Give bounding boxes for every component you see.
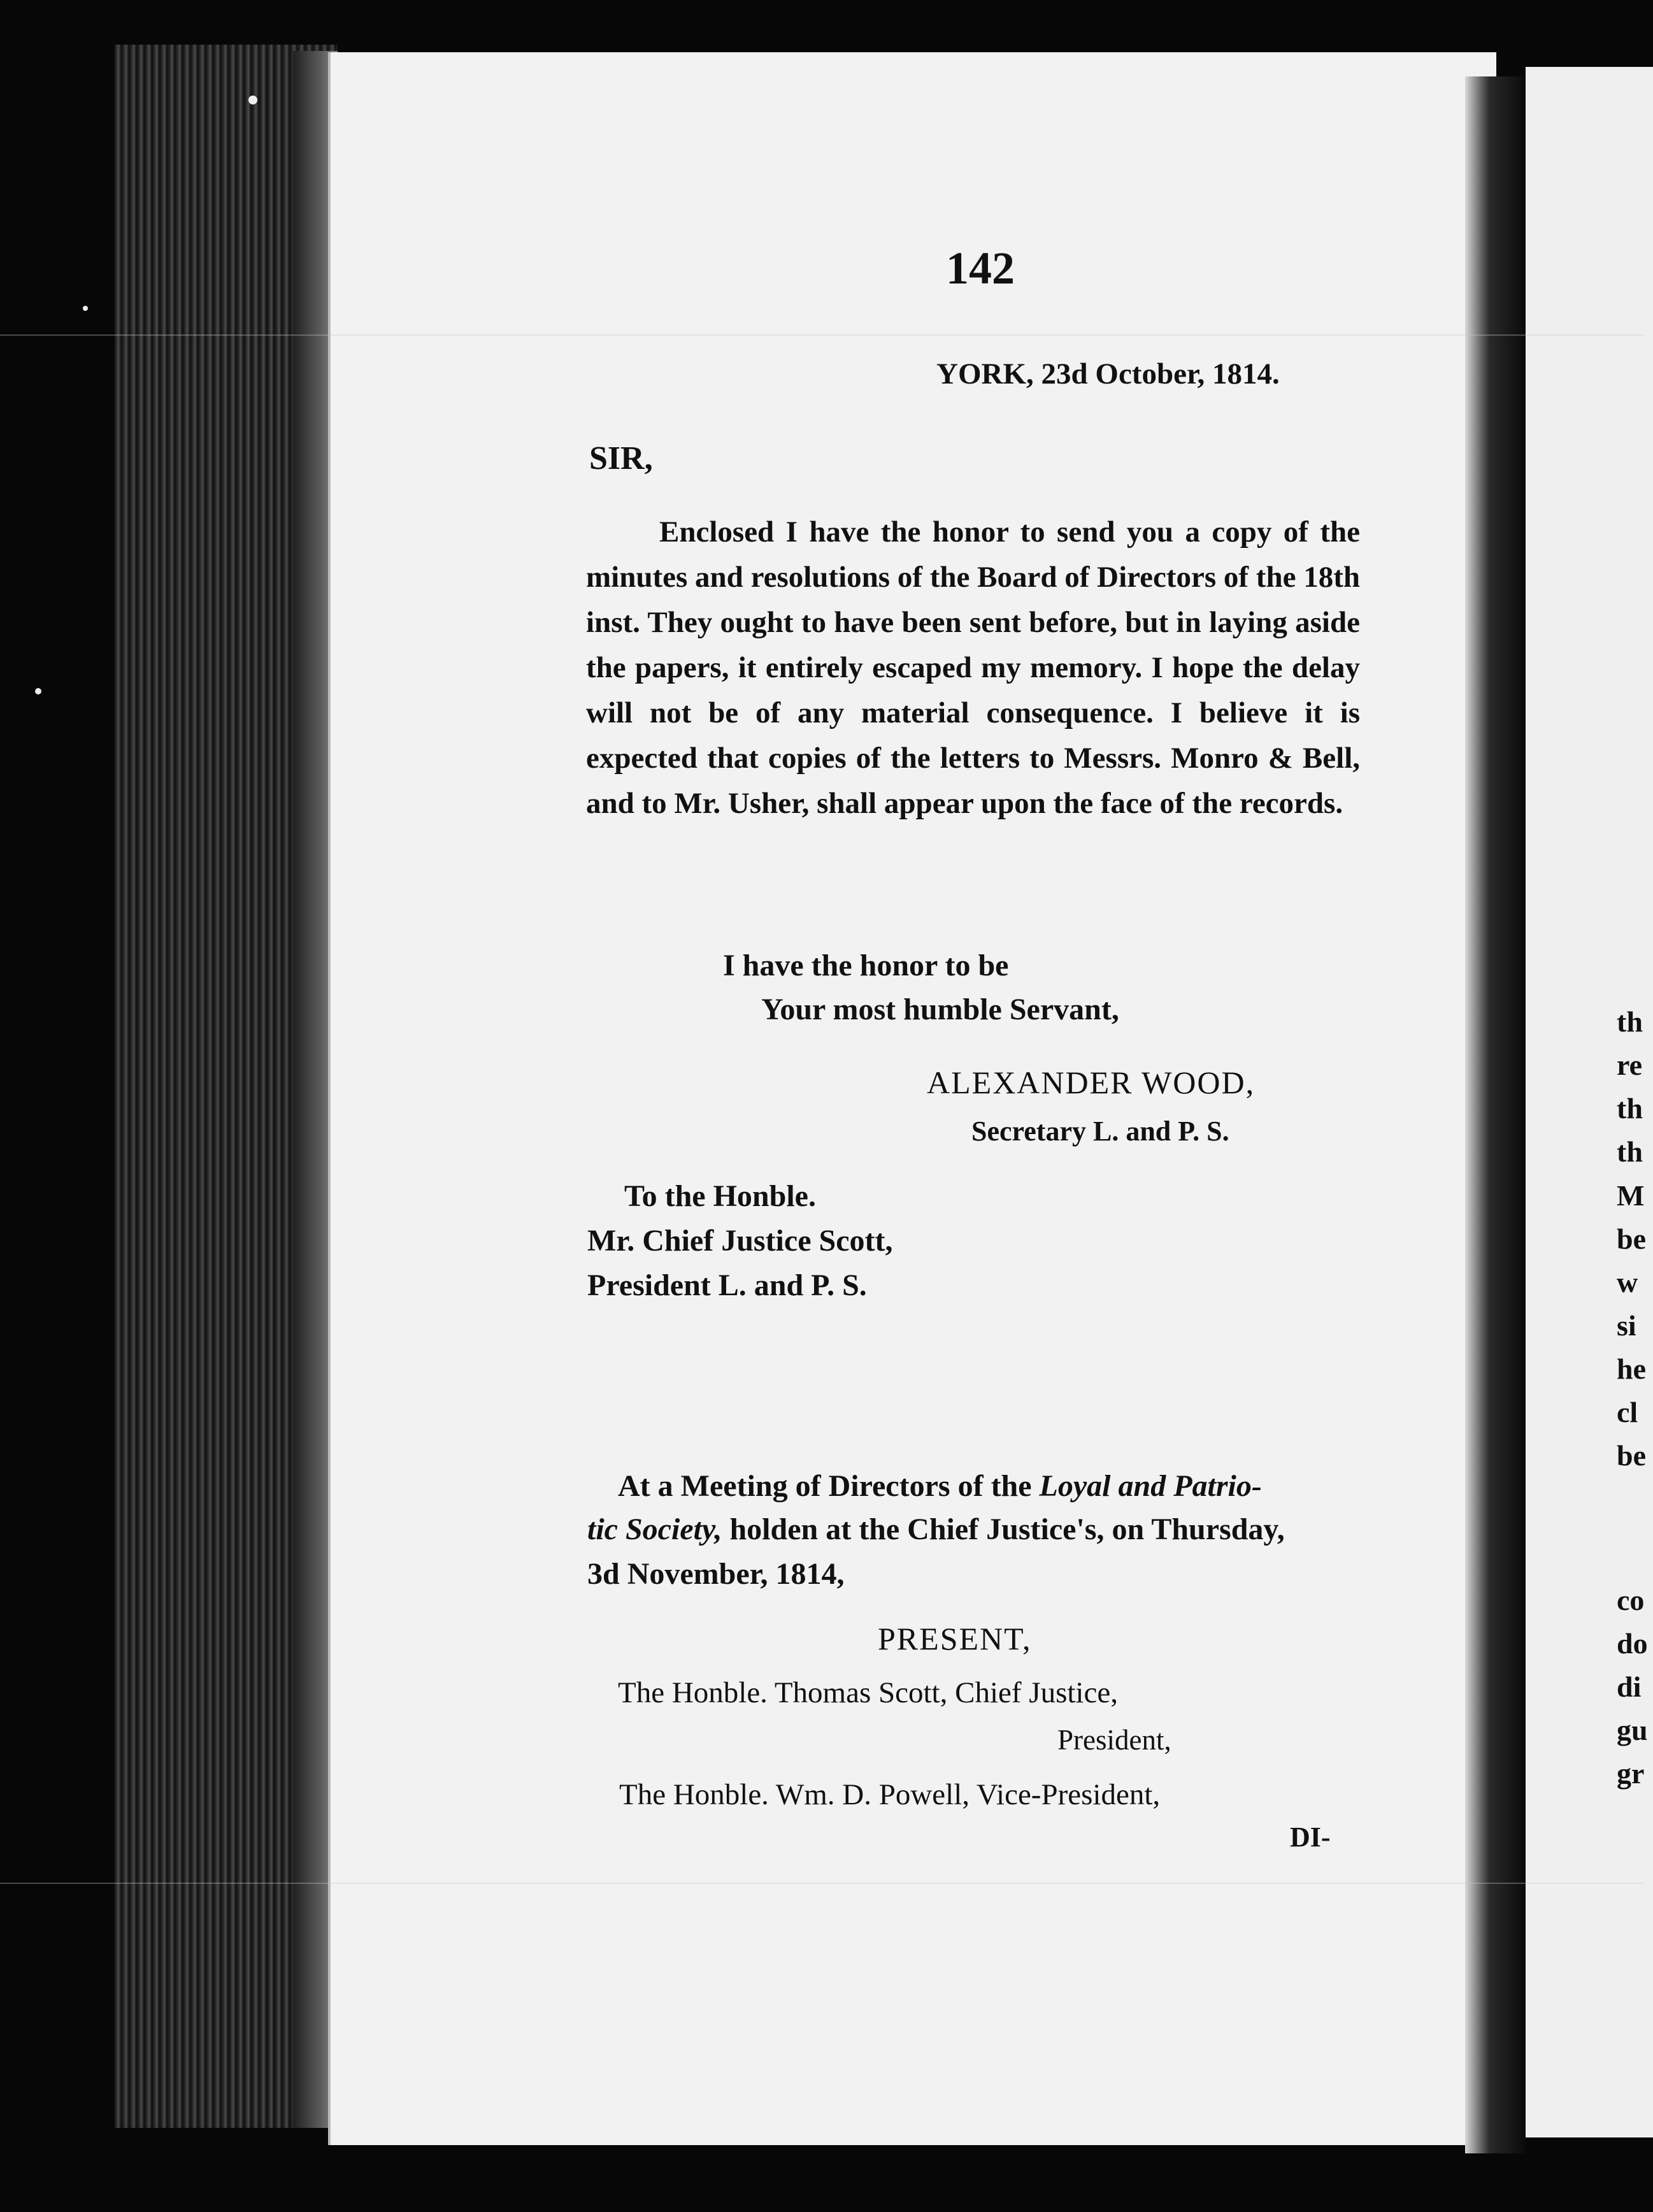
closing-line-2: Your most humble Servant, — [761, 993, 1119, 1026]
attendee-1: The Honble. Thomas Scott, Chief Justice, — [618, 1676, 1118, 1709]
meeting-line2-text: holden at the Chief Justice's, on Thursday, — [722, 1512, 1285, 1546]
page-number: 142 — [946, 243, 1015, 294]
society-name-cont: tic Society, — [587, 1512, 722, 1546]
dust-speck — [1618, 879, 1624, 886]
facing-fragment: he — [1617, 1353, 1646, 1385]
signature-title: Secretary L. and P. S. — [971, 1116, 1229, 1147]
dust-speck — [1561, 1752, 1566, 1757]
letter-body: Enclosed I have the honor to send you a copy of the minutes and resolutions of the Board of Directors of the 18th inst. They ought to have been sent before, but in laying aside the papers, it entirely escaped my memory. I hope the delay will not be of any material consequence. I believe it is expected that copies of the letters to Messrs. Monro & Bell, and to Mr. Usher, shall appear upon the face of the records. — [586, 515, 1361, 820]
facing-fragment: th — [1617, 1092, 1643, 1124]
signature: ALEXANDER WOOD, — [927, 1065, 1256, 1100]
facing-fragment: M — [1617, 1179, 1645, 1212]
society-name: Loyal and Patrio- — [1039, 1469, 1262, 1503]
dust-speck — [35, 688, 41, 694]
catchword: DI- — [1290, 1821, 1331, 1853]
facing-fragment: do — [1617, 1627, 1648, 1660]
book-gutter — [1465, 76, 1526, 2153]
meeting-date: 3d November, 1814, — [587, 1557, 845, 1591]
salutation: SIR, — [589, 440, 653, 477]
facing-fragment: th — [1617, 1005, 1643, 1038]
facing-fragment: gu — [1617, 1714, 1648, 1746]
dateline: YORK, 23d October, 1814. — [936, 357, 1280, 391]
facing-fragment: si — [1617, 1309, 1636, 1342]
addressee-line-2: Mr. Chief Justice Scott, — [587, 1224, 893, 1258]
addressee-line-3: President L. and P. S. — [587, 1268, 867, 1302]
closing-line-1: I have the honor to be — [723, 949, 1009, 982]
meeting-line1-text: At a Meeting of Directors of the — [618, 1469, 1040, 1503]
meeting-heading-line-2 — [587, 1512, 1285, 1547]
scan-line — [0, 1883, 1643, 1884]
facing-fragment: di — [1617, 1670, 1642, 1703]
facing-fragment: cl — [1617, 1396, 1638, 1428]
facing-fragment: re — [1617, 1049, 1643, 1081]
addressee-line-1: To the Honble. — [624, 1179, 816, 1213]
dust-speck — [83, 306, 88, 311]
facing-fragment: be — [1617, 1223, 1646, 1255]
facing-fragment: co — [1617, 1584, 1645, 1616]
meeting-heading-line-1 — [618, 1469, 1262, 1504]
facing-fragment: w — [1617, 1266, 1638, 1298]
attendee-2: The Honble. Wm. D. Powell, Vice-President, — [619, 1778, 1161, 1811]
scan-line — [0, 334, 1643, 336]
present-heading: PRESENT, — [878, 1621, 1032, 1656]
attendee-1-role: President, — [1057, 1724, 1171, 1756]
dust-speck — [248, 96, 257, 104]
facing-fragment: th — [1617, 1135, 1643, 1168]
facing-fragment: be — [1617, 1439, 1646, 1472]
facing-fragment: gr — [1617, 1757, 1645, 1790]
